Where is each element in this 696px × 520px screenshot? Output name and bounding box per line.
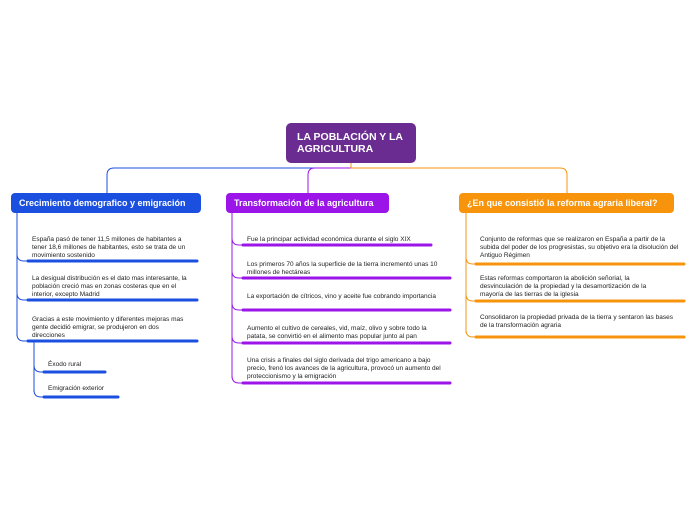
subtopic-item-text: Emigración exterior xyxy=(48,385,104,392)
topic-item-text: Gracias a este movimiento y diferentes mejoras mas gente decidió emigrar, se produjeron en dos direcciones xyxy=(32,316,184,339)
topic-item-text: Aumento el cultivo de cereales, vid, maíz, olivo y sobre todo la patata, se convirtió en el alimento mas popular junto al pan xyxy=(247,325,427,340)
subtopic-item-text: Éxodo rural xyxy=(48,361,82,368)
central-topic[interactable] xyxy=(286,123,416,163)
connector-branch-2-item-5 xyxy=(232,376,243,383)
topic-item-text: Una crisis a finales del siglo derivada del trigo americano a bajo precio, frenó los avances de la agricultura, provocó un aumento del proteccionismo y la emigración xyxy=(247,357,441,380)
topic-item-text: Fue la principar actividad económica durante el siglo XIX xyxy=(247,236,411,243)
connector-root-branch-3 xyxy=(351,163,567,193)
topic-item[interactable] xyxy=(247,325,447,341)
connector-subitem-2 xyxy=(34,390,44,397)
connector-branch-3-item-1 xyxy=(466,257,476,264)
topic-item[interactable] xyxy=(32,236,197,260)
connector-branch-1-item-2 xyxy=(17,293,28,300)
connector-branch-3-item-3 xyxy=(466,330,476,337)
connector-branch-2-item-4 xyxy=(232,336,243,343)
topic-item[interactable] xyxy=(480,236,680,260)
branch-label: Crecimiento demografico y emigración xyxy=(19,198,186,208)
branch-reforma-agraria-liberal[interactable] xyxy=(459,193,674,213)
topic-item[interactable] xyxy=(247,357,442,381)
connector-branch-2-item-1 xyxy=(232,238,243,245)
topic-item[interactable] xyxy=(247,261,447,277)
topic-item-text: La exportación de cítricos, vino y aceite fue cobrando importancia xyxy=(247,293,436,300)
subtopic-item[interactable] xyxy=(48,385,138,393)
topic-item[interactable] xyxy=(480,275,670,299)
branch-label: ¿En que consistió la reforma agraria liberal? xyxy=(467,198,658,208)
topic-item-text: Conjunto de reformas que se realizaron en España a partir de la subida del poder de los progresistas, su objetivo era la disolución del Antiguo Régimen xyxy=(480,236,679,259)
topic-item[interactable] xyxy=(32,275,187,299)
central-topic-label: LA POBLACIÓN Y LA AGRICULTURA xyxy=(297,131,403,155)
branch-label: Transformación de la agricultura xyxy=(234,198,374,208)
connector-branch-1-item-1 xyxy=(17,254,28,261)
connector-branch-1-item-3 xyxy=(17,334,28,341)
branch-transformacion-agricultura[interactable] xyxy=(226,193,389,213)
connector-branch-2-item-2 xyxy=(232,271,243,278)
topic-item-text: La desigual distribución es el dato mas interesante, la población creció mas en zonas costeras que en el interior, excepto Madrid xyxy=(32,275,187,298)
topic-item[interactable] xyxy=(247,293,447,301)
subtopic-item[interactable] xyxy=(48,361,128,369)
topic-item[interactable] xyxy=(247,236,437,244)
topic-item[interactable] xyxy=(480,314,680,330)
connector-root-branch-1 xyxy=(107,163,351,193)
topic-item-text: Consolidaron la propiedad privada de la tierra y sentaron las bases de la transformación agraria xyxy=(480,314,673,329)
connector-branch-2-item-3 xyxy=(232,303,243,310)
connector-subitem-1 xyxy=(34,365,44,372)
connector-branch-3-item-2 xyxy=(466,294,476,301)
branch-crecimiento-demografico[interactable] xyxy=(11,193,201,213)
topic-item-text: Estas reformas comportaron la abolición señorial, la desvinculación de la propiedad y la desamortización de la mayoría de las tierras de la iglesia xyxy=(480,275,647,298)
topic-item-text: España pasó de tener 11,5 millones de habitantes a tener 18,6 millones de habitantes, esto se trata de un movimiento sostenido xyxy=(32,236,186,259)
topic-item[interactable] xyxy=(32,316,192,340)
topic-item-text: Los primeros 70 años la superficie de la tierra incrementó unas 10 millones de hectáreas xyxy=(247,261,438,276)
